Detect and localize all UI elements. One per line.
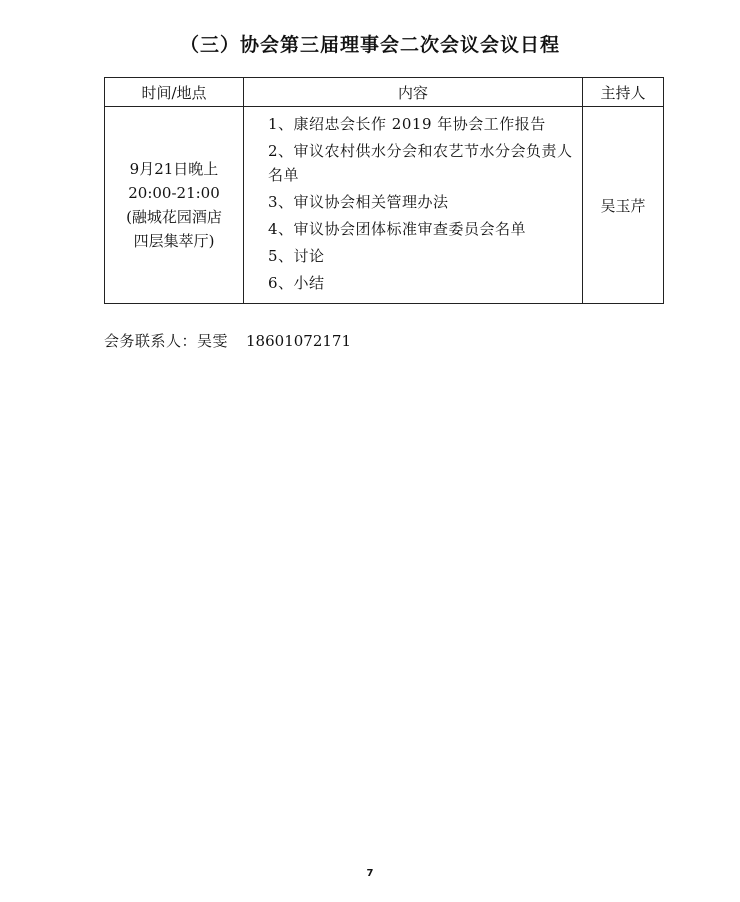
content-cell (244, 107, 583, 304)
agenda-item: 3、审议协会相关管理办法 (268, 193, 449, 211)
contact-line (104, 330, 351, 351)
table-header-row (105, 78, 664, 107)
table-row (105, 107, 664, 304)
agenda-item: 1、康绍忠会长作 2019 年协会工作报告 (268, 115, 546, 133)
time-line: 9月21日晚上 (129, 160, 219, 178)
page-number: 7 (366, 868, 374, 879)
time-line: (融城花园酒店 (126, 208, 222, 226)
header-time-location: 时间/地点 (105, 78, 244, 107)
page-title: （三）协会第三届理事会二次会议会议日程 (179, 34, 560, 56)
header-content: 内容 (244, 78, 583, 107)
agenda-item: 5、讨论 (268, 247, 325, 265)
time-line: 20:00-21:00 (128, 184, 220, 202)
host-cell: 吴玉芹 (583, 107, 664, 304)
agenda-table (104, 77, 664, 304)
time-line: 四层集萃厅) (133, 232, 215, 250)
header-host: 主持人 (583, 78, 664, 107)
time-location-cell (105, 107, 244, 304)
agenda-item: 2、审议农村供水分会和农艺节水分会负责人名单 (268, 142, 573, 184)
agenda-item: 4、审议协会团体标准审查委员会名单 (268, 220, 527, 238)
contact-label: 会务联系人：吴雯 (104, 332, 229, 350)
contact-phone: 18601072171 (246, 332, 351, 350)
agenda-item: 6、小结 (268, 274, 325, 292)
